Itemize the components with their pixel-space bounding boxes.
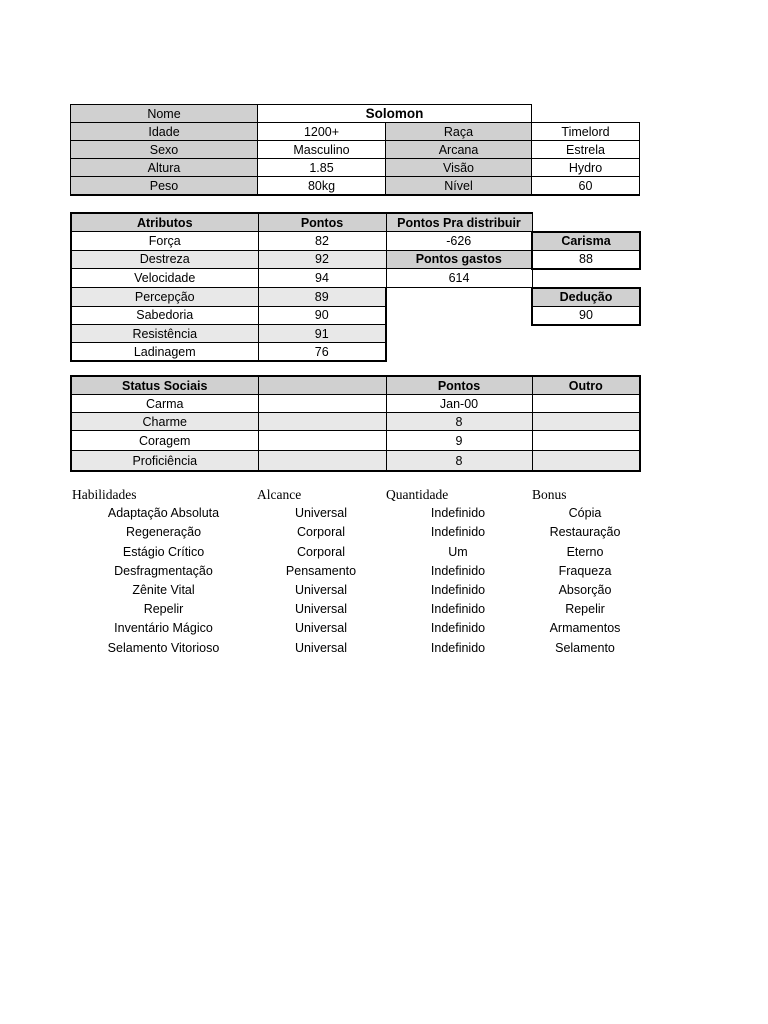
table-row — [71, 250, 640, 269]
deducao-value: 90 — [532, 306, 640, 325]
ability-name: Regeneração — [125, 525, 202, 540]
attribute-name: Resistência — [71, 325, 258, 343]
ability-bonus: Armamentos — [549, 621, 621, 636]
attribute-value: 94 — [258, 269, 386, 288]
attribute-value: 91 — [258, 325, 386, 343]
ability-range: Corporal — [297, 544, 345, 559]
info-value: 80kg — [258, 177, 386, 196]
table-row — [71, 269, 640, 288]
info-label: Arcana — [386, 141, 532, 159]
attribute-name: Destreza — [71, 250, 258, 269]
list-item — [70, 583, 650, 602]
ability-bonus: Eterno — [566, 544, 604, 559]
pontos-header: Pontos — [386, 376, 532, 395]
table-row — [71, 451, 640, 472]
status-name: Coragem — [71, 431, 258, 451]
attribute-name: Sabedoria — [71, 306, 258, 325]
ability-name: Selamento Vitorioso — [107, 640, 220, 655]
ability-quantity: Indefinido — [430, 640, 486, 655]
abilities-header-row — [70, 487, 650, 506]
info-value: 60 — [532, 177, 640, 196]
table-row — [71, 141, 640, 159]
ability-bonus: Absorção — [558, 582, 612, 597]
attribute-value: 76 — [258, 343, 386, 362]
habilidades-header: Habilidades — [72, 487, 137, 502]
status-header-row — [71, 376, 640, 395]
nome-label: Nome — [71, 105, 258, 123]
info-value: 1.85 — [258, 159, 386, 177]
table-row — [71, 325, 640, 343]
info-value: Hydro — [532, 159, 640, 177]
pontos-distribuir-value: -626 — [386, 232, 532, 251]
pontos-gastos-header: Pontos gastos — [386, 250, 532, 269]
ability-name: Desfragmentação — [114, 563, 213, 578]
status-sociais-header: Status Sociais — [71, 376, 258, 395]
info-label: Altura — [71, 159, 258, 177]
deducao-header: Dedução — [532, 288, 640, 307]
list-item — [70, 564, 650, 583]
list-item — [70, 506, 650, 525]
status-name: Charme — [71, 413, 258, 431]
list-item — [70, 621, 650, 640]
ability-quantity: Um — [448, 544, 468, 559]
status-value: 8 — [386, 413, 532, 431]
social-status-table — [70, 375, 641, 472]
ability-quantity: Indefinido — [430, 563, 486, 578]
pontos-gastos-value: 614 — [386, 269, 532, 288]
table-row — [71, 288, 640, 307]
table-row — [71, 159, 640, 177]
empty-header — [258, 376, 386, 395]
attribute-name: Ladinagem — [71, 343, 258, 362]
carisma-header: Carisma — [532, 232, 640, 251]
attributes-header-row — [71, 213, 640, 232]
table-row — [71, 306, 640, 325]
attribute-value: 90 — [258, 306, 386, 325]
ability-name: Estágio Crítico — [122, 544, 205, 559]
status-value: 9 — [386, 431, 532, 451]
info-value: 1200+ — [258, 123, 386, 141]
ability-range: Universal — [294, 640, 348, 655]
table-row — [71, 343, 640, 362]
table-row — [71, 431, 640, 451]
info-label: Nível — [386, 177, 532, 196]
ability-bonus: Repelir — [565, 602, 605, 617]
ability-quantity: Indefinido — [430, 525, 486, 540]
info-label: Visão — [386, 159, 532, 177]
atributos-header: Atributos — [71, 213, 258, 232]
table-row — [71, 123, 640, 141]
ability-range: Universal — [294, 506, 348, 521]
attribute-value: 89 — [258, 288, 386, 307]
status-value: Jan-00 — [386, 395, 532, 413]
ability-name: Adaptação Absoluta — [107, 506, 220, 521]
pontos-distribuir-header: Pontos Pra distribuir — [386, 213, 532, 232]
ability-bonus: Selamento — [555, 640, 615, 655]
quantidade-header: Quantidade — [386, 487, 449, 502]
ability-range: Corporal — [297, 525, 345, 540]
info-label: Idade — [71, 123, 258, 141]
ability-quantity: Indefinido — [430, 621, 486, 636]
list-item — [70, 545, 650, 564]
attribute-name: Percepção — [71, 288, 258, 307]
nome-value: Solomon — [258, 105, 532, 123]
info-label: Raça — [386, 123, 532, 141]
ability-quantity: Indefinido — [430, 602, 486, 617]
table-row — [71, 232, 640, 251]
ability-range: Universal — [294, 582, 348, 597]
alcance-header: Alcance — [257, 487, 302, 502]
table-row — [71, 413, 640, 431]
ability-name: Inventário Mágico — [114, 621, 213, 636]
ability-bonus: Cópia — [568, 506, 602, 521]
ability-range: Pensamento — [285, 563, 357, 578]
attribute-name: Velocidade — [71, 269, 258, 288]
status-value: 8 — [386, 451, 532, 472]
attribute-value: 92 — [258, 250, 386, 269]
abilities-list — [70, 487, 650, 660]
nome-row — [71, 105, 640, 123]
info-label: Sexo — [71, 141, 258, 159]
info-value: Masculino — [258, 141, 386, 159]
ability-range: Universal — [294, 621, 348, 636]
info-value: Timelord — [532, 123, 640, 141]
list-item — [70, 525, 650, 544]
info-value: Estrela — [532, 141, 640, 159]
pontos-header: Pontos — [258, 213, 386, 232]
list-item — [70, 641, 650, 660]
ability-range: Universal — [294, 602, 348, 617]
attributes-table — [70, 212, 641, 362]
attribute-name: Força — [71, 232, 258, 251]
ability-quantity: Indefinido — [430, 582, 486, 597]
ability-quantity: Indefinido — [430, 506, 486, 521]
carisma-value: 88 — [532, 250, 640, 269]
character-info-table — [70, 104, 640, 196]
ability-name: Repelir — [143, 602, 184, 617]
status-name: Carma — [71, 395, 258, 413]
ability-name: Zênite Vital — [132, 582, 195, 597]
outro-header: Outro — [532, 376, 640, 395]
table-row — [71, 177, 640, 196]
info-label: Peso — [71, 177, 258, 196]
status-name: Proficiência — [71, 451, 258, 472]
bonus-header: Bonus — [532, 487, 567, 502]
ability-bonus: Restauração — [549, 525, 621, 540]
list-item — [70, 602, 650, 621]
table-row — [71, 395, 640, 413]
attribute-value: 82 — [258, 232, 386, 251]
ability-bonus: Fraqueza — [558, 563, 612, 578]
